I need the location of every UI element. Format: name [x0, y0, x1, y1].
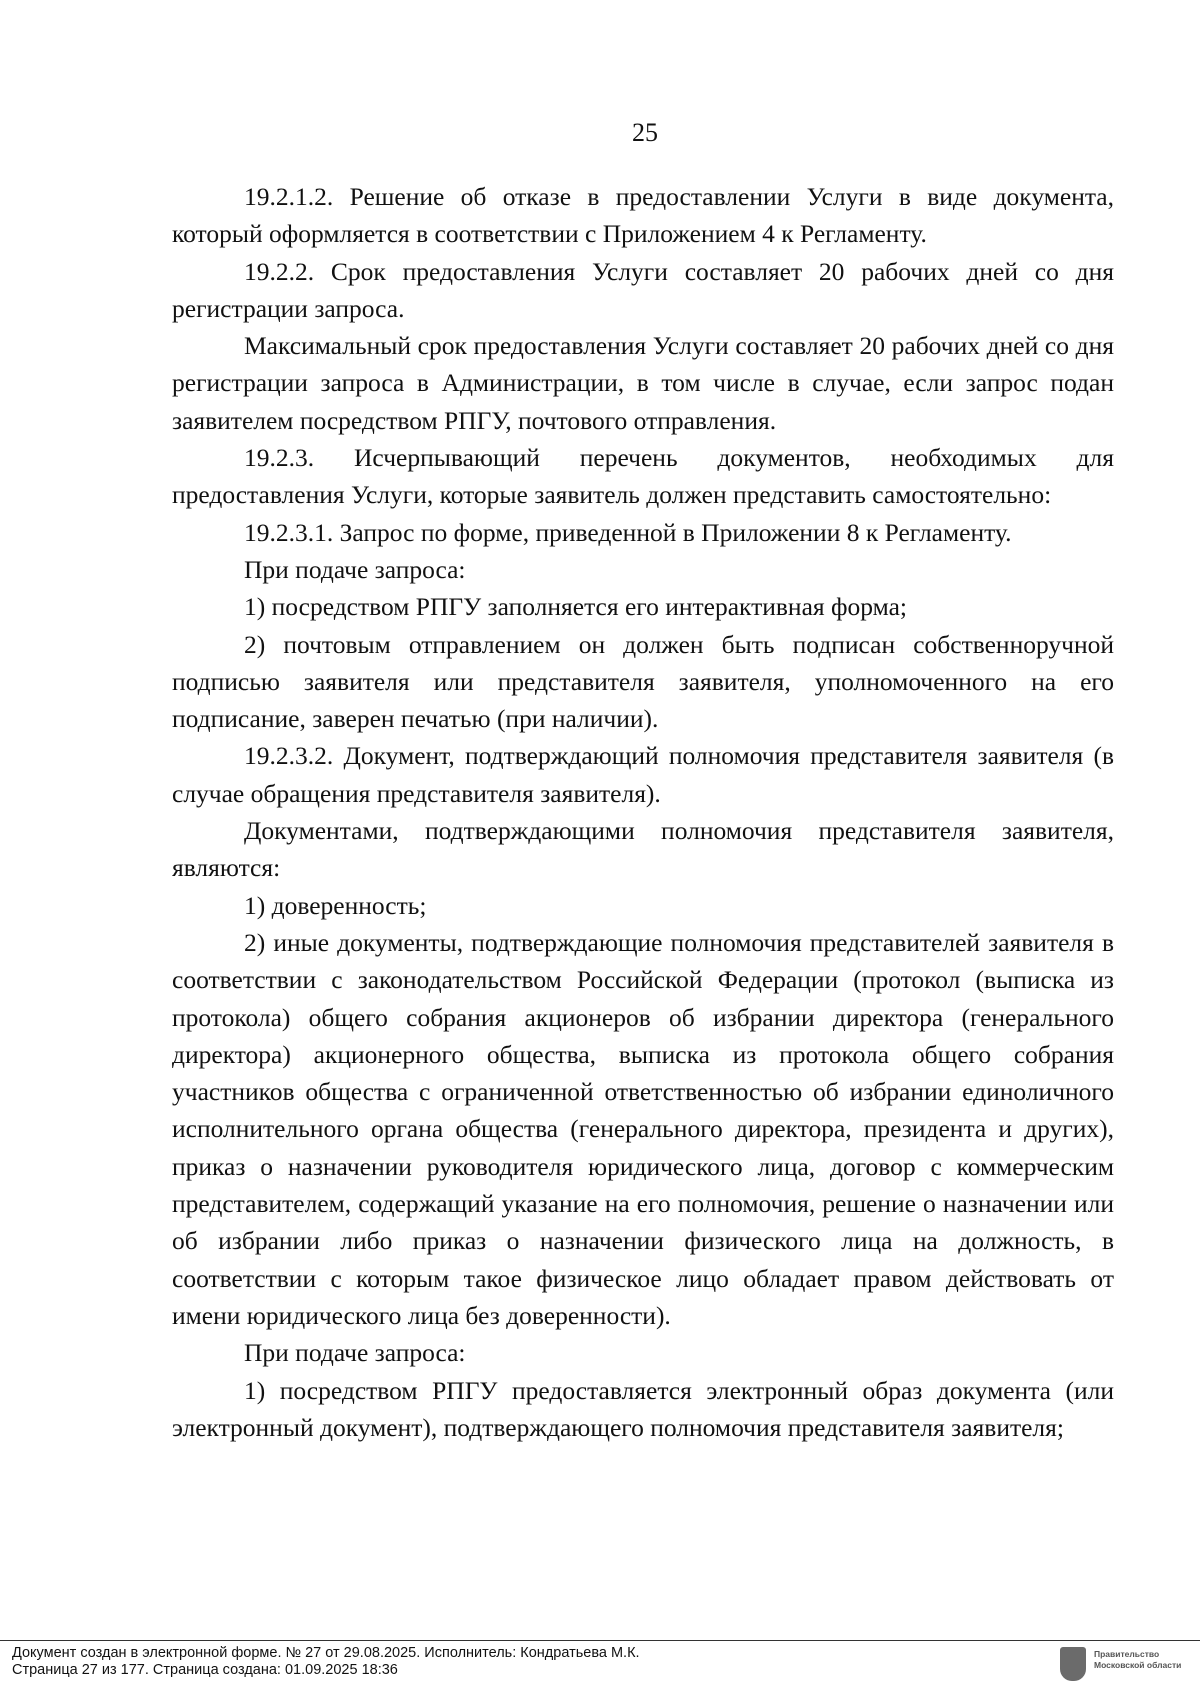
- paragraph: Максимальный срок предоставления Услуги составляет 20 рабочих дней со дня регистрации запроса в Администрации, в том числе в случае, если запрос подан заявителем посредством РПГУ, почтового отправления.: [172, 331, 1114, 435]
- government-logo: [1060, 1645, 1196, 1685]
- logo-text: Правительство Московской области: [1094, 1649, 1182, 1670]
- paragraph: При подаче запроса:: [244, 1338, 466, 1368]
- paragraph: 1) посредством РПГУ предоставляется электронный образ документа (или электронный документ), подтверждающего полномочия представителя заявителя;: [172, 1375, 1114, 1442]
- paragraph: 19.2.1.2. Решение об отказе в предоставлении Услуги в виде документа, который оформляется в соответствии с Приложением 4 к Регламенту.: [172, 182, 1114, 249]
- footer-line-document-info: Документ создан в электронной форме. № 27 от 29.08.2025. Исполнитель: Кондратьева М.К.: [12, 1645, 640, 1661]
- paragraph: 19.2.2. Срок предоставления Услуги составляет 20 рабочих дней со дня регистрации запроса.: [172, 256, 1114, 323]
- paragraph: 2) иные документы, подтверждающие полномочия представителей заявителя в соответствии с законодательством Российской Федерации (протокол (выписка из протокола) общего собрания акционеров об избрании директора (генерального директора) акционерного общества, выписка из протокола общего собрания участников общества с ограниченной ответственностью об избрании единоличного исполнительного органа общества (генерального директора, президента и других), приказ о назначении руководителя юридического лица, договор с коммерческим представителем, содержащий указание на его полномочия, решение о назначении или об избрании либо приказ о назначении физического лица на должность, в соответствии с которым такое физическое лицо обладает правом действовать от имени юридического лица без доверенности).: [172, 927, 1114, 1330]
- paragraph: 19.2.3. Исчерпывающий перечень документов, необходимых для предоставления Услуги, которые заявитель должен представить самостоятельно:: [172, 443, 1114, 510]
- document-body: [172, 178, 1114, 1446]
- page-number: 25: [632, 118, 658, 147]
- paragraph: Документами, подтверждающими полномочия представителя заявителя, являются:: [172, 816, 1114, 883]
- footer-divider: [0, 1640, 1200, 1641]
- coat-of-arms-icon: [1060, 1647, 1086, 1681]
- paragraph: 19.2.3.1. Запрос по форме, приведенной в Приложении 8 к Регламенту.: [244, 517, 1012, 547]
- document-footer: [12, 1645, 1052, 1679]
- paragraph: 19.2.3.2. Документ, подтверждающий полномочия представителя заявителя (в случае обращения представителя заявителя).: [172, 741, 1114, 808]
- paragraph: 1) доверенность;: [244, 890, 427, 920]
- footer-line-page-info: Страница 27 из 177. Страница создана: 01.09.2025 18:36: [12, 1662, 398, 1678]
- paragraph: 2) почтовым отправлением он должен быть подписан собственноручной подписью заявителя или представителя заявителя, уполномоченного на его подписание, заверен печатью (при наличии).: [172, 629, 1114, 734]
- paragraph: 1) посредством РПГУ заполняется его интерактивная форма;: [244, 592, 907, 622]
- paragraph: При подаче запроса:: [244, 554, 466, 584]
